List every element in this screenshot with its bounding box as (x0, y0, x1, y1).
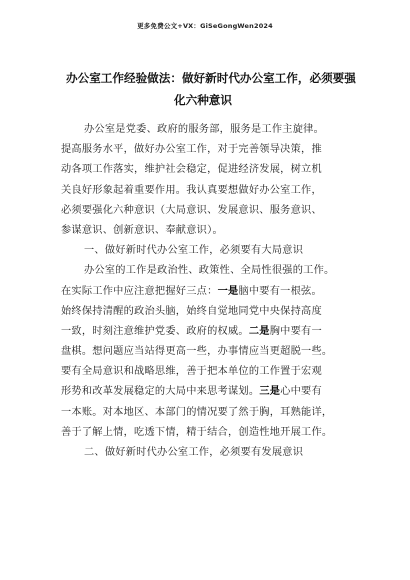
paragraph-line: 动各项工作落实，维护社会稳定，促进经济发展，树立机 (61, 164, 322, 176)
paragraph-line: 必须要强化六种意识（大局意识、发展意识、服务意识、 (61, 204, 322, 216)
emphasis-text: 一是 (217, 285, 239, 297)
line-text: 在实际工作中应注意把握好三点： (61, 285, 218, 297)
paragraph-line (61, 382, 353, 402)
line-text: 一致，时刻注意维护党委、政府的权威。 (61, 325, 249, 337)
paragraph-line: 办公室的工作是政治性、政策性、全局性很强的工作。 (84, 265, 335, 277)
paragraph-line: 善于了解上情，吃透下情，精于结合，创造性地开展工作。 (61, 426, 333, 438)
document-title-line-2: 化六种意识 (174, 93, 232, 107)
line-text: 形势和改革发展稳定的大局中来思考谋划。 (61, 386, 260, 398)
line-text: 胸中要有一 (269, 325, 322, 337)
paragraph-line: 参谋意识、创新意识、奉献意识）。 (61, 224, 223, 236)
paragraph-line (61, 282, 353, 302)
section-heading-1: 一、做好新时代办公室工作，必须要有大局意识 (84, 245, 304, 257)
paragraph-line: 一本账。对本地区、本部门的情况要了然于胸，耳熟能详， (61, 406, 333, 418)
paragraph-line: 办公室是党委、政府的服务部，服务是工作主旋律。 (84, 124, 325, 135)
document-body (61, 120, 353, 463)
paragraph-line: 盘棋。想问题应当站得更高一些，办事情应当更超脱一些。 (61, 346, 333, 358)
paragraph-line (61, 322, 353, 342)
emphasis-text: 二是 (248, 325, 270, 337)
document-title-line-1: 办公室工作经验做法：做好新时代办公室工作，必须要强 (66, 71, 356, 85)
section-heading-2: 二、做好新时代办公室工作，必须要有发展意识 (84, 447, 304, 458)
paragraph-line: 要有全局意识和战略思维，善于把本单位的工作置于宏观 (61, 366, 322, 378)
paragraph-line: 始终保持清醒的政治头脑，始终自觉地同党中央保持高度 (61, 305, 322, 317)
line-text: 心中要有 (280, 386, 322, 398)
header-note: 更多免费公文+VX：GiSeGongWen2024 (137, 22, 273, 30)
emphasis-text: 三是 (259, 386, 281, 398)
line-text: 脑中要有一根弦。 (238, 285, 322, 297)
paragraph-line: 关良好形象起着重要作用。我认真要想做好办公室工作， (61, 184, 322, 196)
paragraph-line: 提高服务水平，做好办公室工作，对于完善领导决策，推 (61, 144, 322, 156)
